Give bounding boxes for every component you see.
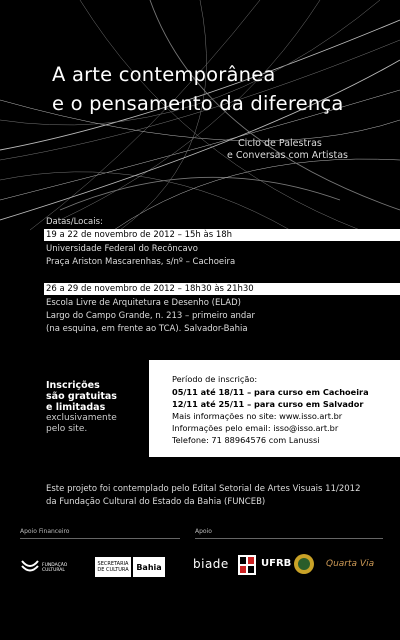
box-line-3: 12/11 até 25/11 – para curso em Salvador <box>172 399 364 409</box>
insc-bold-3: e limitadas <box>46 402 106 413</box>
decorative-line <box>0 172 290 230</box>
funding-note <box>46 483 360 508</box>
insc-normal-2: pelo site. <box>46 424 88 434</box>
poster-title <box>52 60 344 118</box>
insc-normal-1: exclusivamente <box>46 413 117 423</box>
subtitle <box>227 138 348 162</box>
box-line-1: Período de inscrição: <box>172 374 258 384</box>
apoio-financeiro-divider <box>20 538 180 539</box>
event2-line-1: Escola Livre de Arquitetura e Desenho (ELAD) <box>46 298 241 308</box>
insc-bold-1: Inscrições <box>46 380 100 391</box>
quarta-via-logo: Quarta Via <box>326 559 375 569</box>
registration-note <box>46 380 117 435</box>
seal-logo <box>292 553 316 575</box>
event2-line-2: Largo do Campo Grande, n. 213 – primeiro andar <box>46 311 256 321</box>
event1-date-bar: 19 a 22 de novembro de 2012 – 15h às 18h <box>44 229 400 241</box>
bahia-logo-text: Bahia <box>133 557 165 577</box>
box-line-4[interactable]: Mais informações no site: www.isso.art.br <box>172 411 343 421</box>
fundacao-logo <box>20 556 84 578</box>
event2-line-3: (na esquina, em frente ao TCA). Salvador-Bahia <box>46 324 248 334</box>
subtitle-line-2: e Conversas com Artistas <box>227 150 348 161</box>
elad-logo <box>238 555 256 575</box>
note-line-1: Este projeto foi contemplado pelo Edital Setorial de Artes Visuais 11/2012 <box>46 484 361 494</box>
subtitle-line-1: Ciclo de Palestras <box>238 138 322 149</box>
event1-line-1: Universidade Federal do Recôncavo <box>46 244 198 254</box>
biade-logo: biade <box>193 557 229 571</box>
box-line-6: Telefone: 71 88964576 com Lanussi <box>172 435 320 445</box>
event1-venue <box>46 243 235 269</box>
seal-emblem-icon <box>292 553 316 575</box>
apoio-label: Apoio <box>195 528 212 535</box>
box-line-2: 05/11 até 18/11 – para curso em Cachoeira <box>172 387 369 397</box>
title-line-2: e o pensamento da diferença <box>52 92 344 115</box>
secretaria-logo-text: SECRETARIA DE CULTURA <box>95 557 131 577</box>
registration-info-box <box>149 360 400 457</box>
apoio-divider <box>195 538 383 539</box>
dates-label: Datas/Locais: <box>46 217 103 227</box>
fundacao-logo-text: FUNDAÇÃO CULTURAL <box>42 563 68 573</box>
event2-date-bar: 26 a 29 de novembro de 2012 – 18h30 às 21h30 <box>44 283 400 295</box>
title-line-1: A arte contemporânea <box>52 63 276 86</box>
ufrb-logo: UFRB <box>261 558 292 569</box>
box-line-5[interactable]: Informações pelo email: isso@isso.art.br <box>172 423 339 433</box>
secretaria-bahia-logo <box>95 557 165 577</box>
insc-bold-2: são gratuitas <box>46 391 117 402</box>
apoio-financeiro-label: Apoio Financeiro <box>20 528 70 535</box>
decorative-line <box>60 177 340 210</box>
event2-venue <box>46 297 255 336</box>
fundacao-emblem-icon <box>20 559 40 575</box>
event1-line-2: Praça Ariston Mascarenhas, s/nº – Cachoeira <box>46 257 236 267</box>
note-line-2: da Fundação Cultural do Estado da Bahia (FUNCEB) <box>46 496 266 507</box>
elad-emblem-icon <box>238 555 256 575</box>
